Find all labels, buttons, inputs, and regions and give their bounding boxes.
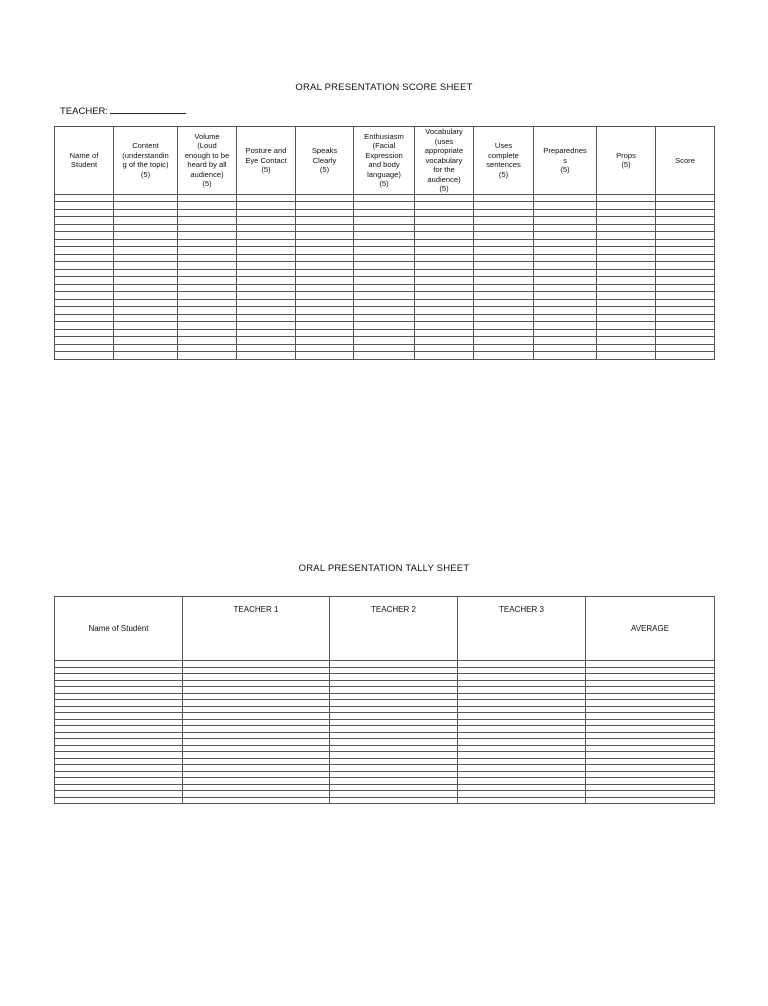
score-table-cell[interactable] — [178, 254, 237, 262]
score-table-cell[interactable] — [415, 322, 474, 330]
score-table-cell[interactable] — [178, 322, 237, 330]
score-table-row — [55, 232, 715, 240]
score-table-cell[interactable] — [474, 232, 534, 240]
score-table-cell[interactable] — [55, 307, 114, 315]
score-table-cell[interactable] — [474, 307, 534, 315]
score-table-cell[interactable] — [415, 292, 474, 300]
score-table-cell[interactable] — [474, 194, 534, 202]
tally-header-row — [55, 597, 715, 661]
score-table-cell[interactable] — [114, 277, 178, 285]
score-table-cell[interactable] — [656, 262, 715, 270]
score-table-row — [55, 314, 715, 322]
score-table-cell[interactable] — [55, 194, 114, 202]
score-table-row — [55, 262, 715, 270]
score-table-cell[interactable] — [354, 202, 415, 210]
score-table-cell[interactable] — [296, 344, 354, 352]
score-table-cell[interactable] — [114, 344, 178, 352]
score-table-cell[interactable] — [534, 284, 597, 292]
tally-header-teacher-3: TEACHER 3 — [458, 597, 586, 661]
score-table-cell[interactable] — [178, 299, 237, 307]
score-table-cell[interactable] — [597, 329, 656, 337]
score-table-cell[interactable] — [178, 202, 237, 210]
score-table-cell[interactable] — [597, 224, 656, 232]
score-table-cell[interactable] — [354, 299, 415, 307]
score-table-cell[interactable] — [415, 232, 474, 240]
score-table-cell[interactable] — [534, 239, 597, 247]
tally-header-name-of-student: Name of Student — [55, 597, 183, 661]
header-complete-sentences: Uses complete sentences (5) — [474, 127, 534, 195]
score-table-cell[interactable] — [534, 224, 597, 232]
score-table-cell[interactable] — [415, 239, 474, 247]
score-table-row — [55, 344, 715, 352]
score-table-cell[interactable] — [114, 224, 178, 232]
score-table-cell[interactable] — [114, 194, 178, 202]
score-table-cell[interactable] — [296, 314, 354, 322]
score-table-cell[interactable] — [474, 224, 534, 232]
score-table-row — [55, 292, 715, 300]
tally-table-body — [55, 661, 715, 804]
score-table-cell[interactable] — [534, 269, 597, 277]
score-table-cell[interactable] — [296, 224, 354, 232]
score-table-cell[interactable] — [474, 262, 534, 270]
score-table-cell[interactable] — [597, 344, 656, 352]
score-table-cell[interactable] — [534, 352, 597, 360]
score-table-row — [55, 224, 715, 232]
score-table-cell[interactable] — [354, 269, 415, 277]
score-table-cell[interactable] — [415, 194, 474, 202]
header-content: Content (understandin g of the topic) (5) — [114, 127, 178, 195]
header-props: Props (5) — [597, 127, 656, 195]
score-table-cell[interactable] — [237, 337, 296, 345]
score-table-cell[interactable] — [534, 262, 597, 270]
score-table-cell[interactable] — [237, 314, 296, 322]
score-table-cell[interactable] — [354, 292, 415, 300]
score-table-cell[interactable] — [237, 329, 296, 337]
score-table-cell[interactable] — [534, 254, 597, 262]
score-table-cell[interactable] — [55, 299, 114, 307]
score-table-cell[interactable] — [656, 254, 715, 262]
score-table-cell[interactable] — [237, 299, 296, 307]
score-table-cell[interactable] — [354, 329, 415, 337]
score-table-cell[interactable] — [296, 232, 354, 240]
score-table-cell[interactable] — [474, 352, 534, 360]
score-table-cell[interactable] — [114, 247, 178, 255]
score-table-cell[interactable] — [597, 217, 656, 225]
score-table-cell[interactable] — [55, 314, 114, 322]
score-table-cell[interactable] — [237, 352, 296, 360]
score-table-cell[interactable] — [178, 232, 237, 240]
score-table-cell[interactable] — [237, 232, 296, 240]
score-table-cell[interactable] — [354, 217, 415, 225]
header-score: Score — [656, 127, 715, 195]
score-table-cell[interactable] — [296, 262, 354, 270]
score-table-cell[interactable] — [474, 314, 534, 322]
score-table-cell[interactable] — [597, 277, 656, 285]
score-table-cell[interactable] — [354, 194, 415, 202]
score-table-cell[interactable] — [237, 202, 296, 210]
score-table-cell[interactable] — [474, 284, 534, 292]
score-table-cell[interactable] — [178, 269, 237, 277]
header-speaks-clearly: Speaks Clearly (5) — [296, 127, 354, 195]
score-table-cell[interactable] — [237, 254, 296, 262]
score-table-cell[interactable] — [656, 217, 715, 225]
score-table-cell[interactable] — [237, 217, 296, 225]
score-table-cell[interactable] — [597, 307, 656, 315]
score-table-cell[interactable] — [178, 262, 237, 270]
score-table-cell[interactable] — [656, 232, 715, 240]
score-table-cell[interactable] — [55, 232, 114, 240]
score-table-cell[interactable] — [354, 307, 415, 315]
score-table-cell[interactable] — [534, 247, 597, 255]
score-table-cell[interactable] — [354, 209, 415, 217]
score-table-cell[interactable] — [354, 344, 415, 352]
score-table-cell[interactable] — [296, 239, 354, 247]
score-table-cell[interactable] — [534, 217, 597, 225]
score-table-cell[interactable] — [597, 239, 656, 247]
score-table-cell[interactable] — [114, 217, 178, 225]
score-table-cell[interactable] — [597, 202, 656, 210]
score-table-cell[interactable] — [114, 292, 178, 300]
score-table-cell[interactable] — [474, 329, 534, 337]
score-table-cell[interactable] — [55, 224, 114, 232]
score-table-cell[interactable] — [656, 224, 715, 232]
score-table-cell[interactable] — [237, 262, 296, 270]
score-table-cell[interactable] — [178, 209, 237, 217]
score-table-cell[interactable] — [114, 307, 178, 315]
score-table-cell[interactable] — [178, 277, 237, 285]
score-table-cell[interactable] — [474, 202, 534, 210]
score-table-cell[interactable] — [415, 262, 474, 270]
tally-table-cell[interactable] — [458, 797, 586, 804]
score-table-cell[interactable] — [296, 329, 354, 337]
score-table-cell[interactable] — [597, 247, 656, 255]
score-table-cell[interactable] — [354, 232, 415, 240]
score-table-cell[interactable] — [296, 194, 354, 202]
score-table-cell[interactable] — [415, 337, 474, 345]
score-table-cell[interactable] — [597, 322, 656, 330]
score-table-cell[interactable] — [656, 307, 715, 315]
score-table-cell[interactable] — [656, 284, 715, 292]
score-table-row — [55, 254, 715, 262]
score-table-cell[interactable] — [237, 284, 296, 292]
score-table-cell[interactable] — [415, 269, 474, 277]
score-table-row — [55, 209, 715, 217]
score-table-cell[interactable] — [656, 329, 715, 337]
score-table-cell[interactable] — [534, 209, 597, 217]
score-table-cell[interactable] — [474, 269, 534, 277]
score-table-cell[interactable] — [597, 232, 656, 240]
score-table-cell[interactable] — [114, 262, 178, 270]
score-table-cell[interactable] — [597, 292, 656, 300]
score-table-cell[interactable] — [656, 299, 715, 307]
score-table-row — [55, 194, 715, 202]
score-table-row — [55, 247, 715, 255]
score-table-cell[interactable] — [474, 344, 534, 352]
score-table-cell[interactable] — [55, 337, 114, 345]
header-vocabulary: Vocabulary (uses appropriate vocabulary for the audience) (5) — [415, 127, 474, 195]
score-table-cell[interactable] — [237, 239, 296, 247]
score-table-cell[interactable] — [354, 314, 415, 322]
score-table-cell[interactable] — [415, 307, 474, 315]
score-table-cell[interactable] — [354, 284, 415, 292]
score-table-cell[interactable] — [114, 254, 178, 262]
score-table-cell[interactable] — [597, 254, 656, 262]
score-table-cell[interactable] — [178, 239, 237, 247]
header-volume: Volume (Loud enough to be heard by all audience) (5) — [178, 127, 237, 195]
score-table-cell[interactable] — [296, 269, 354, 277]
score-table-cell[interactable] — [55, 344, 114, 352]
score-table-row — [55, 337, 715, 345]
score-table-cell[interactable] — [114, 299, 178, 307]
score-table-cell[interactable] — [415, 217, 474, 225]
score-table-cell[interactable] — [354, 352, 415, 360]
score-table-cell[interactable] — [597, 269, 656, 277]
score-table-cell[interactable] — [55, 209, 114, 217]
header-name-of-student: Name of Student — [55, 127, 114, 195]
score-table-cell[interactable] — [597, 299, 656, 307]
score-table-cell[interactable] — [114, 209, 178, 217]
score-table-cell[interactable] — [296, 277, 354, 285]
score-table-row — [55, 329, 715, 337]
score-table-cell[interactable] — [415, 314, 474, 322]
score-table-cell[interactable] — [237, 277, 296, 285]
score-table-cell[interactable] — [55, 262, 114, 270]
header-enthusiasm: Enthusiasm (Facial Expression and body language) (5) — [354, 127, 415, 195]
score-table-cell[interactable] — [114, 232, 178, 240]
score-table-cell[interactable] — [296, 254, 354, 262]
tally-table-cell[interactable] — [586, 797, 715, 804]
score-table-cell[interactable] — [178, 352, 237, 360]
score-table-cell[interactable] — [237, 247, 296, 255]
score-table-row — [55, 284, 715, 292]
score-table-cell[interactable] — [656, 352, 715, 360]
score-table-cell[interactable] — [178, 194, 237, 202]
score-table-cell[interactable] — [534, 194, 597, 202]
score-table-cell[interactable] — [55, 352, 114, 360]
score-table-row — [55, 299, 715, 307]
score-table-row — [55, 277, 715, 285]
score-table-cell[interactable] — [296, 292, 354, 300]
tally-sheet-title: ORAL PRESENTATION TALLY SHEET — [298, 563, 470, 574]
score-table-cell[interactable] — [534, 329, 597, 337]
tally-table-cell[interactable] — [55, 797, 183, 804]
score-table-cell[interactable] — [55, 217, 114, 225]
score-table — [54, 126, 715, 360]
score-table-cell[interactable] — [656, 202, 715, 210]
score-table-cell[interactable] — [296, 284, 354, 292]
score-table-cell[interactable] — [597, 314, 656, 322]
score-table-cell[interactable] — [656, 239, 715, 247]
score-table-cell[interactable] — [534, 202, 597, 210]
score-table-cell[interactable] — [354, 262, 415, 270]
score-table-cell[interactable] — [597, 209, 656, 217]
score-table-cell[interactable] — [237, 194, 296, 202]
score-table-cell[interactable] — [114, 239, 178, 247]
score-table-cell[interactable] — [656, 292, 715, 300]
score-table-row — [55, 269, 715, 277]
score-table-cell[interactable] — [415, 329, 474, 337]
score-table-cell[interactable] — [415, 352, 474, 360]
score-table-cell[interactable] — [354, 239, 415, 247]
score-table-row — [55, 322, 715, 330]
score-table-cell[interactable] — [354, 254, 415, 262]
score-table-cell[interactable] — [114, 269, 178, 277]
score-table-cell[interactable] — [534, 292, 597, 300]
score-table-cell[interactable] — [237, 209, 296, 217]
score-table-cell[interactable] — [415, 254, 474, 262]
score-table-cell[interactable] — [114, 322, 178, 330]
score-table-cell[interactable] — [415, 202, 474, 210]
score-table-cell[interactable] — [178, 247, 237, 255]
score-table-cell[interactable] — [534, 337, 597, 345]
score-table-cell[interactable] — [597, 194, 656, 202]
score-table-cell[interactable] — [534, 232, 597, 240]
score-table-cell[interactable] — [415, 224, 474, 232]
score-table-cell[interactable] — [55, 292, 114, 300]
teacher-field — [60, 104, 186, 117]
score-sheet-title: ORAL PRESENTATION SCORE SHEET — [295, 82, 473, 93]
score-table-cell[interactable] — [114, 284, 178, 292]
score-table-cell[interactable] — [474, 337, 534, 345]
score-table-cell[interactable] — [296, 352, 354, 360]
score-table-cell[interactable] — [296, 322, 354, 330]
score-table-cell[interactable] — [656, 277, 715, 285]
score-table-cell[interactable] — [55, 254, 114, 262]
score-table-cell[interactable] — [354, 337, 415, 345]
score-table-cell[interactable] — [55, 269, 114, 277]
score-table-cell[interactable] — [354, 224, 415, 232]
score-table-cell[interactable] — [474, 322, 534, 330]
score-table-row — [55, 352, 715, 360]
score-table-cell[interactable] — [474, 217, 534, 225]
score-table-cell[interactable] — [656, 194, 715, 202]
score-table-cell[interactable] — [55, 239, 114, 247]
score-table-cell[interactable] — [354, 247, 415, 255]
score-table-cell[interactable] — [534, 322, 597, 330]
score-table-cell[interactable] — [354, 277, 415, 285]
score-table-cell[interactable] — [534, 307, 597, 315]
score-table-cell[interactable] — [55, 277, 114, 285]
score-table-cell[interactable] — [178, 284, 237, 292]
score-table-cell[interactable] — [296, 299, 354, 307]
score-table-cell[interactable] — [597, 284, 656, 292]
score-table-cell[interactable] — [55, 284, 114, 292]
score-table-cell[interactable] — [474, 292, 534, 300]
score-table-cell[interactable] — [656, 209, 715, 217]
score-table-cell[interactable] — [597, 262, 656, 270]
score-table-cell[interactable] — [415, 299, 474, 307]
score-table-cell[interactable] — [656, 344, 715, 352]
score-table-cell[interactable] — [474, 277, 534, 285]
tally-table-row — [55, 797, 715, 804]
score-table-cell[interactable] — [114, 337, 178, 345]
score-table-cell[interactable] — [415, 344, 474, 352]
score-table-cell[interactable] — [178, 217, 237, 225]
tally-header-teacher-2: TEACHER 2 — [330, 597, 458, 661]
score-table-cell[interactable] — [415, 277, 474, 285]
score-table-cell[interactable] — [296, 217, 354, 225]
score-table-cell[interactable] — [114, 202, 178, 210]
score-table-cell[interactable] — [656, 337, 715, 345]
score-table-cell[interactable] — [656, 314, 715, 322]
score-table-cell[interactable] — [534, 277, 597, 285]
score-table-cell[interactable] — [237, 292, 296, 300]
score-table-cell[interactable] — [415, 209, 474, 217]
score-table-cell[interactable] — [656, 269, 715, 277]
score-table-cell[interactable] — [474, 239, 534, 247]
tally-table — [54, 596, 715, 804]
score-table-cell[interactable] — [114, 314, 178, 322]
score-table-cell[interactable] — [296, 209, 354, 217]
score-table-cell[interactable] — [114, 352, 178, 360]
score-table-cell[interactable] — [296, 307, 354, 315]
score-table-cell[interactable] — [534, 344, 597, 352]
score-table-cell[interactable] — [178, 314, 237, 322]
score-table-cell[interactable] — [296, 247, 354, 255]
score-table-cell[interactable] — [237, 224, 296, 232]
score-table-body — [55, 194, 715, 359]
score-table-cell[interactable] — [415, 247, 474, 255]
score-table-cell[interactable] — [474, 247, 534, 255]
teacher-name-line[interactable] — [110, 104, 186, 114]
score-table-cell[interactable] — [237, 344, 296, 352]
score-table-cell[interactable] — [237, 307, 296, 315]
score-table-cell[interactable] — [178, 307, 237, 315]
score-table-row — [55, 217, 715, 225]
score-table-cell[interactable] — [55, 202, 114, 210]
header-posture-eye-contact: Posture and Eye Contact (5) — [237, 127, 296, 195]
score-table-row — [55, 307, 715, 315]
score-table-cell[interactable] — [55, 329, 114, 337]
score-table-cell[interactable] — [55, 322, 114, 330]
score-table-row — [55, 239, 715, 247]
tally-header-teacher-1: TEACHER 1 — [183, 597, 330, 661]
score-table-cell[interactable] — [237, 322, 296, 330]
score-table-cell[interactable] — [534, 299, 597, 307]
score-table-cell[interactable] — [296, 202, 354, 210]
score-table-cell[interactable] — [178, 292, 237, 300]
score-table-cell[interactable] — [656, 322, 715, 330]
header-preparedness: Preparednes s (5) — [534, 127, 597, 195]
score-table-cell[interactable] — [178, 337, 237, 345]
score-table-cell[interactable] — [296, 337, 354, 345]
score-table-cell[interactable] — [656, 247, 715, 255]
teacher-label: TEACHER: — [60, 106, 109, 117]
score-table-cell[interactable] — [178, 224, 237, 232]
score-table-cell[interactable] — [178, 329, 237, 337]
score-table-cell[interactable] — [534, 314, 597, 322]
score-table-cell[interactable] — [237, 269, 296, 277]
score-table-cell[interactable] — [597, 337, 656, 345]
score-table-cell[interactable] — [178, 344, 237, 352]
tally-header-average: AVERAGE — [586, 597, 715, 661]
score-header-row — [55, 127, 715, 195]
score-table-cell[interactable] — [474, 209, 534, 217]
score-table-cell[interactable] — [597, 352, 656, 360]
tally-table-cell[interactable] — [330, 797, 458, 804]
score-table-cell[interactable] — [354, 322, 415, 330]
score-table-cell[interactable] — [415, 284, 474, 292]
score-table-cell[interactable] — [55, 247, 114, 255]
tally-table-cell[interactable] — [183, 797, 330, 804]
score-table-cell[interactable] — [474, 299, 534, 307]
score-table-cell[interactable] — [474, 254, 534, 262]
score-table-row — [55, 202, 715, 210]
score-table-cell[interactable] — [114, 329, 178, 337]
